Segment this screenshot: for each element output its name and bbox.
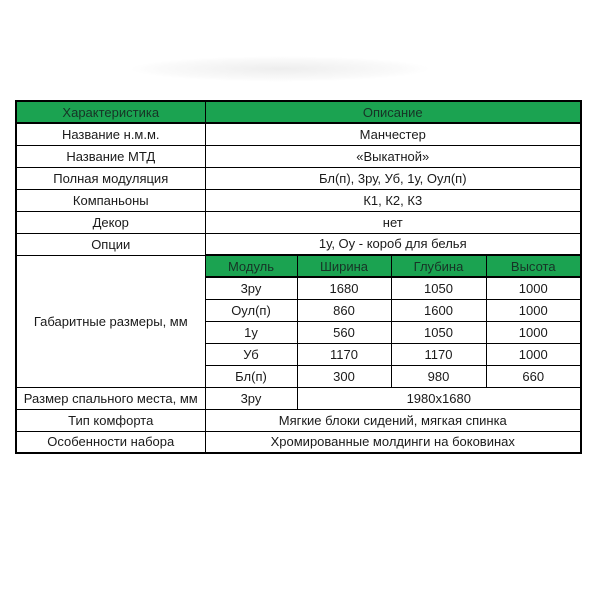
row-label: Полная модуляция [16, 167, 205, 189]
row-value: Бл(п), 3ру, Уб, 1у, Оул(п) [205, 167, 581, 189]
module-width: 300 [297, 365, 391, 387]
spec-table [15, 100, 582, 454]
row-value: Манчестер [205, 123, 581, 145]
table-row [16, 123, 581, 145]
row-label: Компаньоны [16, 189, 205, 211]
module-depth: 1170 [391, 343, 486, 365]
row-label: Название МТД [16, 145, 205, 167]
sleeping-value: 1980x1680 [297, 387, 581, 409]
module-depth: 980 [391, 365, 486, 387]
sleeping-row [16, 387, 581, 409]
shadow-artifact [80, 52, 480, 86]
module-depth: 1050 [391, 321, 486, 343]
dimensions-col-module: Модуль [205, 255, 297, 277]
row-value: «Выкатной» [205, 145, 581, 167]
row-value: нет [205, 211, 581, 233]
module-height: 660 [486, 365, 581, 387]
module-depth: 1600 [391, 299, 486, 321]
module-height: 1000 [486, 299, 581, 321]
row-value: К1, К2, К3 [205, 189, 581, 211]
module-width: 860 [297, 299, 391, 321]
sleeping-module: 3ру [205, 387, 297, 409]
row-label: Опции [16, 233, 205, 255]
features-value: Хромированные молдинги на боковинах [205, 431, 581, 453]
module-height: 1000 [486, 343, 581, 365]
table-row [16, 233, 581, 255]
module-width: 1680 [297, 277, 391, 299]
module-height: 1000 [486, 321, 581, 343]
dimensions-header-row [16, 255, 581, 277]
dimensions-col-height: Высота [486, 255, 581, 277]
module-name: Оул(п) [205, 299, 297, 321]
header-description: Описание [205, 101, 581, 123]
dimensions-col-depth: Глубина [391, 255, 486, 277]
module-width: 560 [297, 321, 391, 343]
table-header-row [16, 101, 581, 123]
header-characteristic: Характеристика [16, 101, 205, 123]
sleeping-label: Размер спального места, мм [16, 387, 205, 409]
module-name: 1у [205, 321, 297, 343]
table-row [16, 211, 581, 233]
features-label: Особенности набора [16, 431, 205, 453]
table-row [16, 189, 581, 211]
row-label: Декор [16, 211, 205, 233]
module-depth: 1050 [391, 277, 486, 299]
module-name: Уб [205, 343, 297, 365]
comfort-value: Мягкие блоки сидений, мягкая спинка [205, 409, 581, 431]
table-row [16, 167, 581, 189]
module-name: Бл(п) [205, 365, 297, 387]
module-width: 1170 [297, 343, 391, 365]
row-value: 1у, Оу - короб для белья [205, 233, 581, 255]
table-row [16, 145, 581, 167]
comfort-label: Тип комфорта [16, 409, 205, 431]
dimensions-col-width: Ширина [297, 255, 391, 277]
dimensions-label: Габаритные размеры, мм [16, 255, 205, 387]
module-height: 1000 [486, 277, 581, 299]
module-name: 3ру [205, 277, 297, 299]
features-row [16, 431, 581, 453]
comfort-row [16, 409, 581, 431]
row-label: Название н.м.м. [16, 123, 205, 145]
